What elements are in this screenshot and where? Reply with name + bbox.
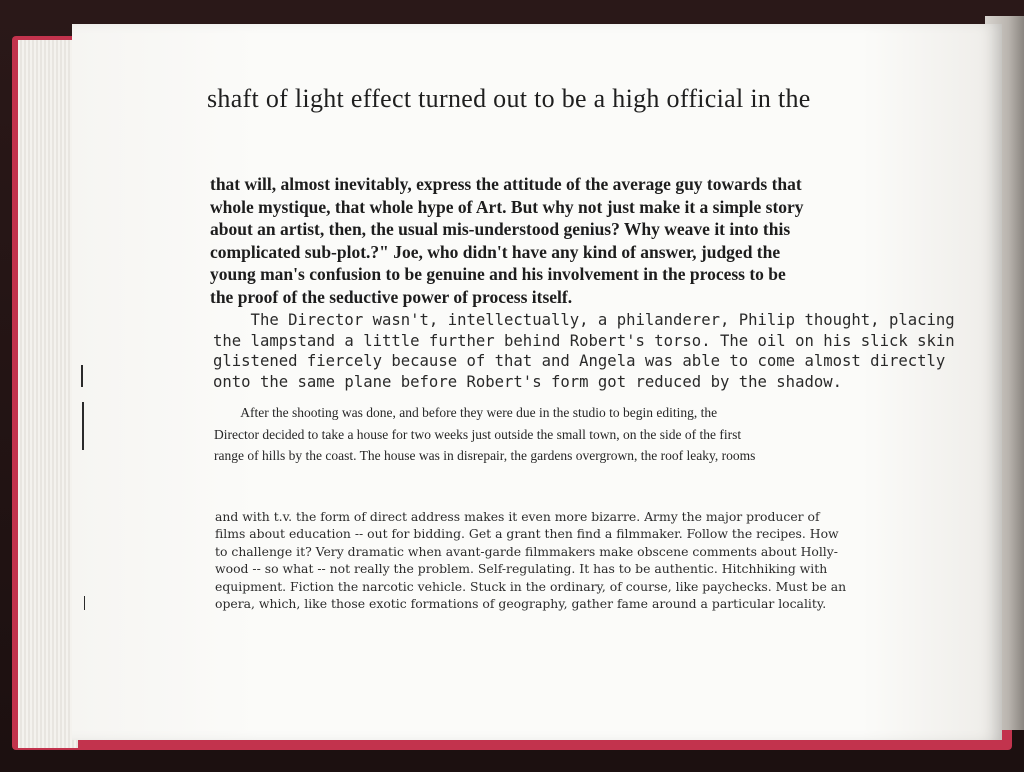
text-line: about an artist, then, the usual mis-understood genius? Why weave it into this (210, 219, 791, 239)
small-paragraph (214, 402, 755, 467)
text-line: to challenge it? Very dramatic when avant-garde filmmakers make obscene comments about Holly- (215, 543, 838, 559)
text-line: that will, almost inevitably, express the attitude of the average guy towards that (210, 174, 802, 194)
text-line: The Director wasn't, intellectually, a philanderer, Philip thought, placing (213, 311, 955, 329)
text-line: whole mystique, that whole hype of Art. But why not just make it a simple story (210, 196, 804, 217)
text-line: range of hills by the coast. The house was in disrepair, the gardens overgrown, the roof leaky, rooms (214, 448, 756, 463)
text-line: opera, which, like those exotic formations of geography, gather fame around a particular locality. (215, 596, 827, 612)
page-headline: shaft of light effect turned out to be a high official in the (207, 84, 811, 113)
text-line: glistened fiercely because of that and Angela was able to come almost directly (213, 352, 946, 370)
text-line: complicated sub-plot.?" Joe, who didn't have any kind of answer, judged the (210, 241, 781, 262)
text-line: the proof of the seductive power of process itself. (210, 286, 573, 307)
text-line: wood -- so what -- not really the problem. Self-regulating. It has to be authentic. Hitchhiking with (215, 561, 828, 577)
margin-mark (84, 596, 85, 610)
bold-paragraph (210, 173, 970, 308)
text-line: After the shooting was done, and before they were due in the studio to begin editing, the (214, 405, 718, 420)
text-line: equipment. Fiction the narcotic vehicle. Stuck in the ordinary, of course, like paychecks. Must be an (215, 578, 847, 594)
typewriter-paragraph (215, 508, 846, 612)
text-line: young man's confusion to be genuine and his involvement in the process to be (210, 264, 786, 284)
text-line: and with t.v. the form of direct address makes it even more bizarre. Army the major producer of (215, 509, 820, 524)
text-line: Director decided to take a house for two weeks just outside the small town, on the side of the first (214, 426, 742, 442)
page-stack (18, 40, 78, 748)
text-line: the lampstand a little further behind Robert's torso. The oil on his slick skin (213, 331, 955, 350)
margin-mark (82, 402, 84, 450)
margin-mark (81, 365, 83, 387)
mono-paragraph (213, 310, 955, 392)
text-line: onto the same plane before Robert's form got reduced by the shadow. (213, 372, 843, 391)
text-line: films about education -- out for bidding. Get a grant then find a filmmaker. Follow the recipes. How (215, 526, 839, 542)
